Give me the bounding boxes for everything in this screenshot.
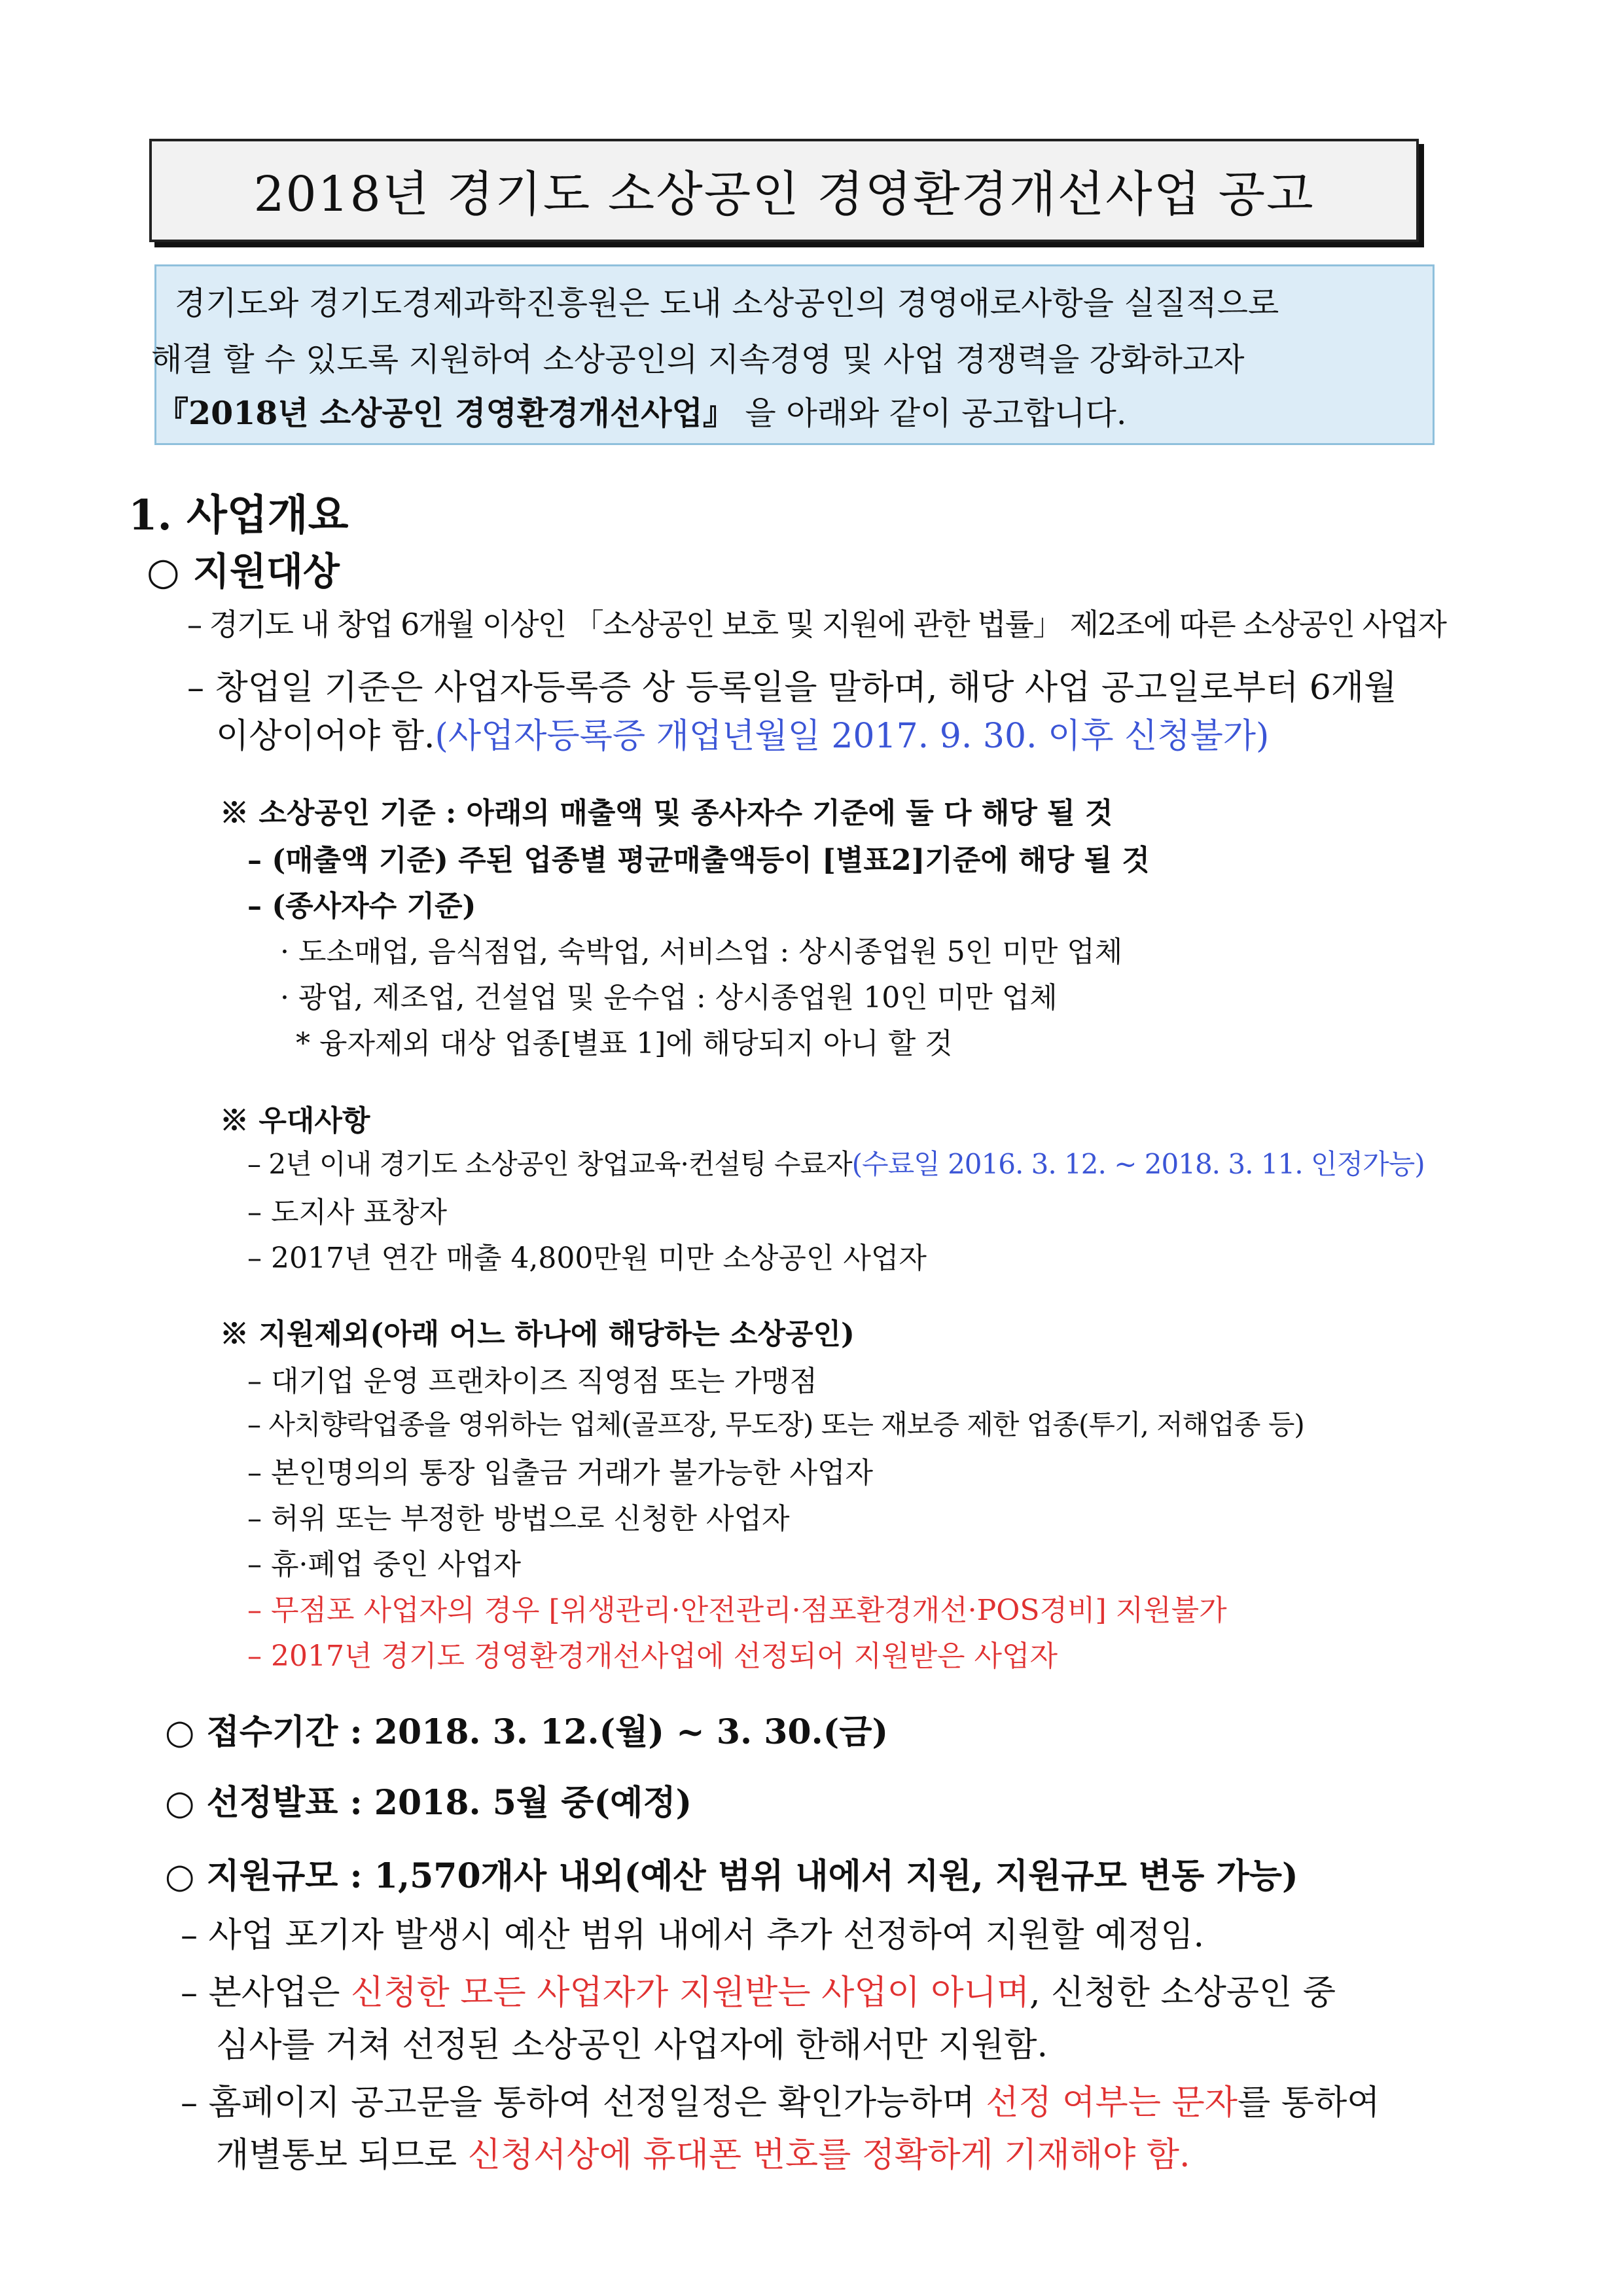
support-scale-item-3a-red: 선정 여부는 문자 xyxy=(986,2083,1238,2123)
support-scale-item-3a-text: – 홈페이지 공고문을 통하여 선정일정은 확인가능하며 xyxy=(181,2083,986,2123)
exclusion-item-3: – 본인명의의 통장 입출금 거래가 불가능한 사업자 xyxy=(247,1456,873,1490)
support-scale-item-2a-tail: , 신청한 소상공인 중 xyxy=(1029,1973,1336,2013)
page-title: 2018년 경기도 소상공인 경영환경개선사업 공고 xyxy=(253,166,1315,223)
support-scale-item-1: – 사업 포기자 발생시 예산 범위 내에서 추가 선정하여 지원할 예정임. xyxy=(181,1916,1205,1955)
support-target-item-2b-note: (사업자등록증 개업년월일 2017. 9. 30. 이후 신청불가) xyxy=(435,717,1270,756)
preference-item-1-note: (수료일 2016. 3. 12. ~ 2018. 3. 11. 인정가능) xyxy=(851,1148,1425,1180)
support-scale-item-3b-red: 신청서상에 휴대폰 번호를 정확하게 기재해야 함. xyxy=(467,2136,1190,2175)
title-box xyxy=(149,139,1419,242)
support-scale-item-2a xyxy=(181,1965,1336,2014)
intro-line-3 xyxy=(156,388,1126,434)
support-scale-item-3a-tail: 를 통하여 xyxy=(1237,2083,1380,2123)
support-scale-label: ○ 지원규모 : 1,570개사 내외(예산 범위 내에서 지원, 지원규모 변동 가능) xyxy=(165,1856,1298,1896)
support-scale-item-3b-text: 개별통보 되므로 xyxy=(216,2136,468,2175)
intro-line-1: 경기도와 경기도경제과학진흥원은 도내 소상공인의 경영애로사항을 실질적으로 xyxy=(175,285,1279,322)
support-scale-item-3a xyxy=(181,2075,1380,2124)
support-scale-item-2a-text: – 본사업은 xyxy=(181,1973,351,2013)
exclusion-item-1: – 대기업 운영 프랜차이즈 직영점 또는 가맹점 xyxy=(247,1365,817,1398)
criteria-employees-1: · 도소매업, 음식점업, 숙박업, 서비스업 : 상시종업원 5인 미만 업체 xyxy=(280,935,1123,969)
intro-line-2: 해결 할 수 있도록 지원하여 소상공인의 지속경영 및 사업 경쟁력을 강화하고자 xyxy=(151,341,1245,378)
preference-item-1 xyxy=(247,1143,1425,1182)
criteria-employees: – (종사자수 기준) xyxy=(247,889,476,923)
intro-box xyxy=(151,264,1435,445)
support-scale-item-2a-red: 신청한 모든 사업자가 지원받는 사업이 아니며 xyxy=(351,1973,1030,2013)
support-target-label: ○ 지원대상 xyxy=(147,549,340,594)
exclusion-item-6: – 무점포 사업자의 경우 [위생관리·안전관리·점포환경개선·POS경비] 지원불가 xyxy=(247,1594,1227,1627)
support-target-item-1: – 경기도 내 창업 6개월 이상인 「소상공인 보호 및 지원에 관한 법률」 제2조에 따른 소상공인 사업자 xyxy=(187,607,1446,642)
criteria-note: * 융자제외 대상 업종[별표 1]에 해당되지 아니 할 것 xyxy=(296,1027,953,1060)
support-target-item-2a: – 창업일 기준은 사업자등록증 상 등록일을 말하며, 해당 사업 공고일로부터 6개월 xyxy=(187,668,1397,708)
preference-item-1-text: – 2년 이내 경기도 소상공인 창업교육·컨설팅 수료자 xyxy=(247,1148,852,1180)
exclusion-item-5: – 휴·폐업 중인 사업자 xyxy=(247,1548,521,1581)
support-target-item-2b-text: 이상이어야 함. xyxy=(216,717,435,756)
support-scale-item-2b: 심사를 거쳐 선정된 소상공인 사업자에 한해서만 지원함. xyxy=(216,2026,1048,2065)
support-scale-item-3b xyxy=(216,2127,1190,2176)
preference-heading: ※ 우대사항 xyxy=(220,1104,370,1138)
preference-item-3: – 2017년 연간 매출 4,800만원 미만 소상공인 사업자 xyxy=(247,1242,927,1275)
reception-period: ○ 접수기간 : 2018. 3. 12.(월) ~ 3. 30.(금) xyxy=(165,1712,889,1752)
section-heading: 1. 사업개요 xyxy=(128,491,349,540)
intro-line-3-rest: 을 아래와 같이 공고합니다. xyxy=(734,395,1127,432)
criteria-sales: – (매출액 기준) 주된 업종별 평균매출액등이 [별표2]기준에 해당 될 것 xyxy=(247,844,1150,877)
exclusion-item-4: – 허위 또는 부정한 방법으로 신청한 사업자 xyxy=(247,1502,790,1535)
exclusion-item-7: – 2017년 경기도 경영환경개선사업에 선정되어 지원받은 사업자 xyxy=(247,1640,1058,1673)
intro-program-name: 『2018년 소상공인 경영환경개선사업』 xyxy=(156,394,735,432)
criteria-employees-2: · 광업, 제조업, 건설업 및 운수업 : 상시종업원 10인 미만 업체 xyxy=(280,981,1058,1014)
criteria-heading: ※ 소상공인 기준 : 아래의 매출액 및 종사자수 기준에 둘 다 해당 될 것 xyxy=(220,797,1113,830)
exclusion-item-2: – 사치향락업종을 영위하는 업체(골프장, 무도장) 또는 재보증 제한 업종(투기, 저해업종 등) xyxy=(247,1408,1304,1441)
selection-announcement: ○ 선정발표 : 2018. 5월 중(예정) xyxy=(165,1783,692,1823)
preference-item-2: – 도지사 표창자 xyxy=(247,1196,447,1229)
exclusion-heading: ※ 지원제외(아래 어느 하나에 해당하는 소상공인) xyxy=(220,1318,855,1351)
support-target-item-2b xyxy=(216,708,1269,757)
